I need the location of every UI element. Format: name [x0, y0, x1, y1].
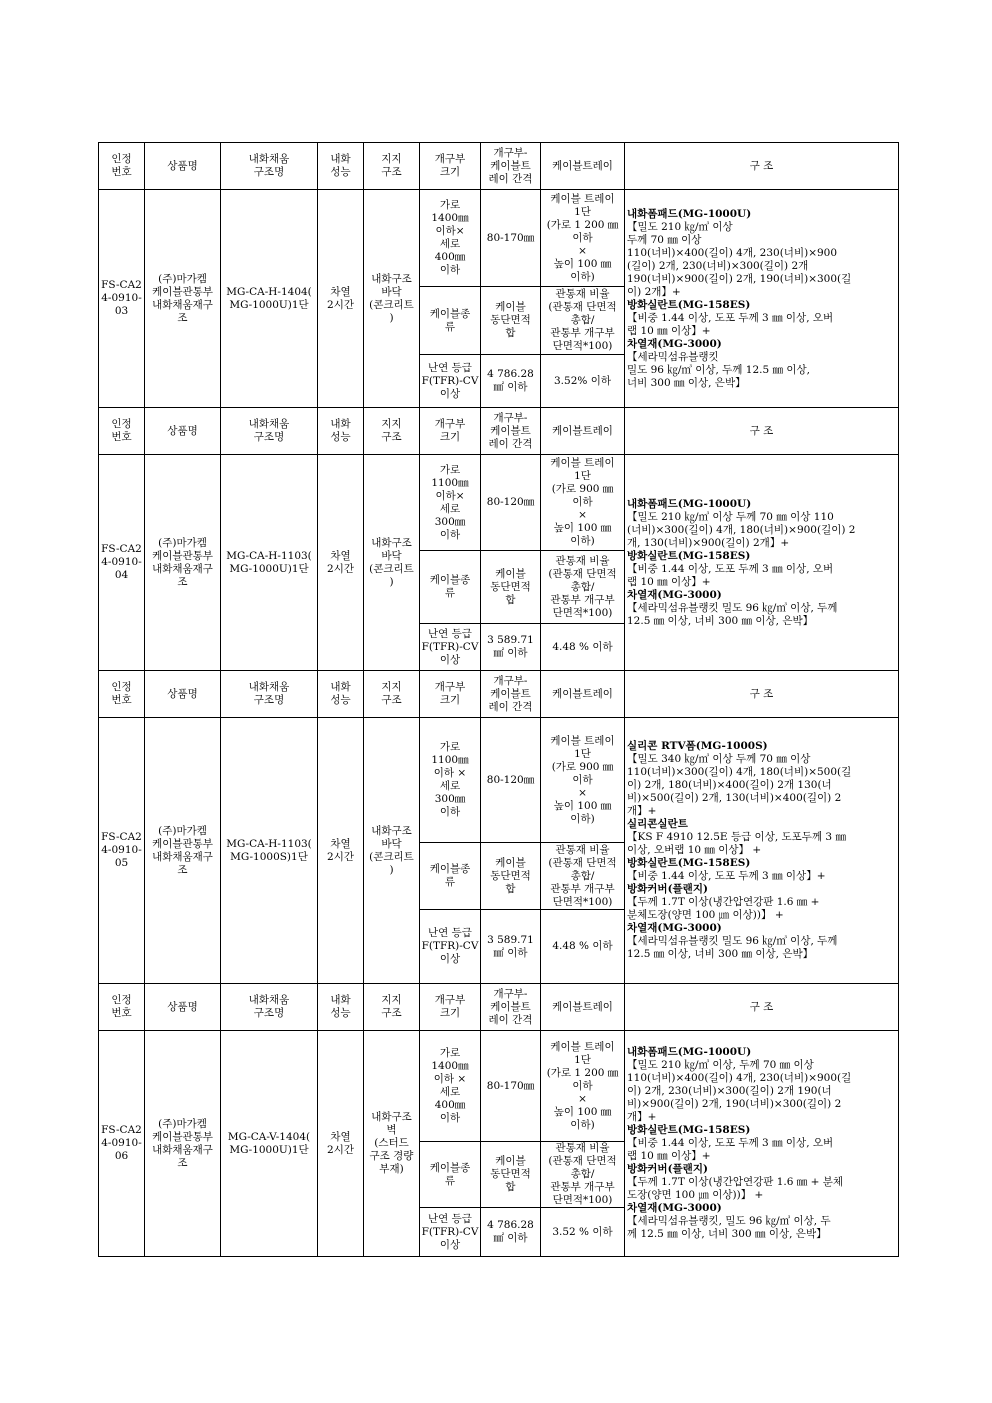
opening-size: 가로 1400㎜ 이하× 세로 400㎜ 이하 [420, 190, 481, 287]
header-cert-no: 인정 번호 [99, 143, 145, 190]
penetration-ratio-value: 4.48 % 이하 [541, 624, 625, 671]
structure-name: MG-CA-H-1103( MG-1000U)1단 [221, 455, 318, 671]
header-structure-name: 내화채움 구조명 [221, 671, 318, 718]
header-cert-no: 인정 번호 [99, 671, 145, 718]
header-opening-size: 개구부 크기 [420, 143, 481, 190]
product-name: (주)마가켐 케이블관통부 내화채움재구 조 [145, 1031, 221, 1257]
structure-description [625, 1031, 899, 1257]
material-spec-line: 분체도장(양면 100 ㎛ 이상))】 + [627, 909, 784, 921]
header-fire-performance: 내화 성능 [318, 984, 364, 1031]
cable-area-label: 케이블 동단면적 합 [481, 1142, 541, 1208]
header-structure: 구 조 [625, 143, 899, 190]
penetration-ratio-label: 관통재 비율 (관통재 단면적 총합/ 관통부 개구부 단면적*100) [541, 287, 625, 355]
header-product: 상품명 [145, 984, 221, 1031]
structure-description [625, 718, 899, 984]
cable-type-label: 케이블종 류 [420, 1142, 481, 1208]
material-spec-line: 랩 10 ㎜ 이상】+ [627, 1150, 711, 1162]
material-spec-line: 이) 2개】+ [627, 285, 681, 298]
material-spec-line: 랩 10 ㎜ 이상】+ [627, 575, 711, 588]
material-spec-line: 도장(양면 100 ㎛ 이상))】 + [627, 1189, 764, 1201]
material-spec-line: 【두께 1.7T 이상(냉간압연강판 1.6 ㎜ + 분체 [627, 1176, 844, 1188]
penetration-ratio-value: 3.52% 이하 [541, 355, 625, 408]
material-heading: 내화폼패드(MG-1000U) [627, 1046, 752, 1058]
material-heading: 방화실란트(MG-158ES) [627, 549, 751, 562]
material-spec-line: 【세라믹섬유블랭킷 [627, 350, 719, 363]
header-tray: 케이블트레이 [541, 143, 625, 190]
header-tray: 케이블트레이 [541, 671, 625, 718]
cable-tray: 케이블 트레이 1단 (가로 900 ㎜ 이하 × 높이 100 ㎜ 이하) [541, 455, 625, 551]
material-spec-line: 께 12.5 ㎜ 이상, 너비 300 ㎜ 이상, 은박】 [627, 1228, 827, 1240]
gap-range: 80-120㎜ [481, 718, 541, 843]
header-product: 상품명 [145, 408, 221, 455]
cable-area-label: 케이블 동단면적 합 [481, 843, 541, 910]
material-heading: 차열재(MG-3000) [627, 588, 722, 601]
header-structure-name: 내화채움 구조명 [221, 408, 318, 455]
material-spec-line: 이) 2개, 180(너비)×400(길이) 2개 130(너 [627, 779, 832, 791]
header-gap: 개구부- 케이블트 레이 간격 [481, 671, 541, 718]
material-heading: 방화실란트(MG-158ES) [627, 857, 751, 869]
material-spec-line: (너비)×300(길이) 4개, 180(너비)×900(길이) 2 [627, 523, 856, 536]
structure-name: MG-CA-V-1404( MG-1000U)1단 [221, 1031, 318, 1257]
header-structure: 구 조 [625, 984, 899, 1031]
fire-performance: 차열 2시간 [318, 718, 364, 984]
material-spec-line: 개】+ [627, 805, 657, 817]
header-row [99, 143, 899, 190]
cert-no: FS-CA2 4-0910- 04 [99, 455, 145, 671]
material-heading: 내화폼패드(MG-1000U) [627, 207, 752, 220]
cable-type-label: 케이블종 류 [420, 551, 481, 624]
entry-row [99, 1031, 899, 1142]
header-fire-performance: 내화 성능 [318, 143, 364, 190]
material-spec-line: 개, 130(너비)×900(길이) 2개】+ [627, 536, 790, 549]
opening-size: 가로 1400㎜ 이하 × 세로 400㎜ 이하 [420, 1031, 481, 1142]
cert-no: FS-CA2 4-0910- 03 [99, 190, 145, 408]
material-spec-line: 비)×500(길이) 2개, 130(너비)×400(길이) 2 [627, 792, 842, 804]
header-support: 지지 구조 [364, 671, 420, 718]
header-opening-size: 개구부 크기 [420, 984, 481, 1031]
certification-table [98, 142, 899, 1257]
material-spec-line: 【세라믹섬유블랭킷, 밀도 96 ㎏/㎥ 이상, 두 [627, 1215, 831, 1227]
structure-name: MG-CA-H-1103( MG-1000S)1단 [221, 718, 318, 984]
material-spec-line: 【세라믹섬유블랭킷 밀도 96 ㎏/㎥ 이상, 두께 [627, 935, 838, 947]
product-name: (주)마가켐 케이블관통부 내화채움재구 조 [145, 190, 221, 408]
material-spec-line: (길이) 2개, 230(너비)×300(길이) 2개 [627, 259, 809, 272]
header-row [99, 984, 899, 1031]
header-support: 지지 구조 [364, 408, 420, 455]
material-spec-line: 【밀도 340 ㎏/㎥ 이상 두께 70 ㎜ 이상 [627, 753, 811, 765]
cable-tray: 케이블 트레이 1단 (가로 1 200 ㎜ 이하 × 높이 100 ㎜ 이하) [541, 190, 625, 287]
material-spec-line: 두께 70 ㎜ 이상 [627, 233, 702, 246]
support-structure: 내화구조 벽 (스터드 구조 경량 부재) [364, 1031, 420, 1257]
header-structure-name: 내화채움 구조명 [221, 143, 318, 190]
support-structure: 내화구조 바닥 (콘크리트 ) [364, 718, 420, 984]
header-fire-performance: 내화 성능 [318, 671, 364, 718]
fire-performance: 차열 2시간 [318, 455, 364, 671]
flame-grade: 난연 등급 F(TFR)-CV 이상 [420, 624, 481, 671]
material-spec-line: 110(너비)×400(길이) 4개, 230(너비)×900 [627, 246, 838, 259]
material-heading: 방화실란트(MG-158ES) [627, 1124, 751, 1136]
flame-grade: 난연 등급 F(TFR)-CV 이상 [420, 1208, 481, 1257]
material-spec-line: 밀도 96 ㎏/㎥ 이상, 두께 12.5 ㎜ 이상, [627, 363, 810, 376]
material-heading: 방화커버(플랜지) [627, 883, 708, 895]
cable-area-value: 4 786.28 ㎟ 이하 [481, 355, 541, 408]
header-opening-size: 개구부 크기 [420, 408, 481, 455]
material-spec-line: 【밀도 210 ㎏/㎥ 이상 두께 70 ㎜ 이상 110 [627, 510, 834, 523]
material-spec-line: 【두께 1.7T 이상(냉간압연강판 1.6 ㎜ + [627, 896, 820, 908]
product-name: (주)마가켐 케이블관통부 내화채움재구 조 [145, 455, 221, 671]
header-structure: 구 조 [625, 408, 899, 455]
header-row [99, 671, 899, 718]
structure-description [625, 190, 899, 408]
entry-row [99, 190, 899, 287]
entry-row [99, 455, 899, 551]
cable-area-value: 4 786.28 ㎟ 이하 [481, 1208, 541, 1257]
cable-tray: 케이블 트레이 1단 (가로 1 200 ㎜ 이하 × 높이 100 ㎜ 이하) [541, 1031, 625, 1142]
material-spec-line: 【밀도 210 ㎏/㎥ 이상, 두께 70 ㎜ 이상 [627, 1059, 814, 1071]
support-structure: 내화구조 바닥 (콘크리트 ) [364, 455, 420, 671]
header-tray: 케이블트레이 [541, 408, 625, 455]
material-heading: 차열재(MG-3000) [627, 922, 722, 934]
material-spec-line: 이상, 오버랩 10 ㎜ 이상】 + [627, 844, 762, 856]
fire-performance: 차열 2시간 [318, 1031, 364, 1257]
material-spec-line: 이) 2개, 230(너비)×300(길이) 2개 190(너 [627, 1085, 832, 1097]
flame-grade: 난연 등급 F(TFR)-CV 이상 [420, 910, 481, 984]
cert-no: FS-CA2 4-0910- 06 [99, 1031, 145, 1257]
header-structure-name: 내화채움 구조명 [221, 984, 318, 1031]
material-heading: 실리콘 RTV폼(MG-1000S) [627, 740, 768, 752]
material-spec-line: 【비중 1.44 이상, 도포 두께 3 ㎜ 이상】+ [627, 870, 826, 882]
material-spec-line: 110(너비)×400(길이) 4개, 230(너비)×900(길 [627, 1072, 852, 1084]
cable-area-value: 3 589.71 ㎟ 이하 [481, 910, 541, 984]
material-spec-line: 110(너비)×300(길이) 4개, 180(너비)×500(길 [627, 766, 852, 778]
material-heading: 내화폼패드(MG-1000U) [627, 497, 752, 510]
penetration-ratio-value: 3.52 % 이하 [541, 1208, 625, 1257]
product-name: (주)마가켐 케이블관통부 내화채움재구 조 [145, 718, 221, 984]
material-spec-line: 개】+ [627, 1111, 657, 1123]
header-fire-performance: 내화 성능 [318, 408, 364, 455]
material-heading: 방화커버(플랜지) [627, 1163, 708, 1175]
material-heading: 차열재(MG-3000) [627, 1202, 722, 1214]
material-spec-line: 【비중 1.44 이상, 도포 두께 3 ㎜ 이상, 오버 [627, 562, 834, 575]
support-structure: 내화구조 바닥 (콘크리트 ) [364, 190, 420, 408]
header-cert-no: 인정 번호 [99, 984, 145, 1031]
opening-size: 가로 1100㎜ 이하 × 세로 300㎜ 이하 [420, 718, 481, 843]
header-structure: 구 조 [625, 671, 899, 718]
material-spec-line: 너비 300 ㎜ 이상, 은박】 [627, 376, 746, 389]
header-gap: 개구부- 케이블트 레이 간격 [481, 984, 541, 1031]
cable-area-value: 3 589.71 ㎟ 이하 [481, 624, 541, 671]
penetration-ratio-value: 4.48 % 이하 [541, 910, 625, 984]
entry-row [99, 718, 899, 843]
material-spec-line: 【밀도 210 ㎏/㎥ 이상 [627, 220, 733, 233]
header-row [99, 408, 899, 455]
header-gap: 개구부- 케이블트 레이 간격 [481, 143, 541, 190]
header-gap: 개구부- 케이블트 레이 간격 [481, 408, 541, 455]
penetration-ratio-label: 관통재 비율 (관통재 단면적 총합/ 관통부 개구부 단면적*100) [541, 551, 625, 624]
material-heading: 실리콘실란트 [627, 818, 688, 830]
header-support: 지지 구조 [364, 984, 420, 1031]
header-product: 상품명 [145, 143, 221, 190]
cable-area-label: 케이블 동단면적 합 [481, 551, 541, 624]
cable-tray: 케이블 트레이 1단 (가로 900 ㎜ 이하 × 높이 100 ㎜ 이하) [541, 718, 625, 843]
header-cert-no: 인정 번호 [99, 408, 145, 455]
header-opening-size: 개구부 크기 [420, 671, 481, 718]
fire-performance: 차열 2시간 [318, 190, 364, 408]
structure-name: MG-CA-H-1404( MG-1000U)1단 [221, 190, 318, 408]
gap-range: 80-170㎜ [481, 190, 541, 287]
material-spec-line: 비)×900(길이) 2개, 190(너비)×300(길이) 2 [627, 1098, 842, 1110]
material-spec-line: 12.5 ㎜ 이상, 너비 300 ㎜ 이상, 은박】 [627, 614, 814, 627]
cable-area-label: 케이블 동단면적 합 [481, 287, 541, 355]
structure-description [625, 455, 899, 671]
flame-grade: 난연 등급 F(TFR)-CV 이상 [420, 355, 481, 408]
material-heading: 차열재(MG-3000) [627, 337, 722, 350]
penetration-ratio-label: 관통재 비율 (관통재 단면적 총합/ 관통부 개구부 단면적*100) [541, 843, 625, 910]
material-spec-line: 【비중 1.44 이상, 도포 두께 3 ㎜ 이상, 오버 [627, 1137, 834, 1149]
material-spec-line: 【세라믹섬유블랭킷 밀도 96 ㎏/㎥ 이상, 두께 [627, 601, 838, 614]
gap-range: 80-120㎜ [481, 455, 541, 551]
header-support: 지지 구조 [364, 143, 420, 190]
material-spec-line: 【KS F 4910 12.5E 등급 이상, 도포두께 3 ㎜ [627, 831, 846, 843]
header-product: 상품명 [145, 671, 221, 718]
header-tray: 케이블트레이 [541, 984, 625, 1031]
cert-no: FS-CA2 4-0910- 05 [99, 718, 145, 984]
material-spec-line: 190(너비)×900(길이) 2개, 190(너비)×300(길 [627, 272, 852, 285]
material-spec-line: 랩 10 ㎜ 이상】+ [627, 324, 711, 337]
opening-size: 가로 1100㎜ 이하× 세로 300㎜ 이하 [420, 455, 481, 551]
cable-type-label: 케이블종 류 [420, 843, 481, 910]
material-spec-line: 【비중 1.44 이상, 도포 두께 3 ㎜ 이상, 오버 [627, 311, 834, 324]
gap-range: 80-170㎜ [481, 1031, 541, 1142]
penetration-ratio-label: 관통재 비율 (관통재 단면적 총합/ 관통부 개구부 단면적*100) [541, 1142, 625, 1208]
material-spec-line: 12.5 ㎜ 이상, 너비 300 ㎜ 이상, 은박】 [627, 948, 814, 960]
cable-type-label: 케이블종 류 [420, 287, 481, 355]
material-heading: 방화실란트(MG-158ES) [627, 298, 751, 311]
